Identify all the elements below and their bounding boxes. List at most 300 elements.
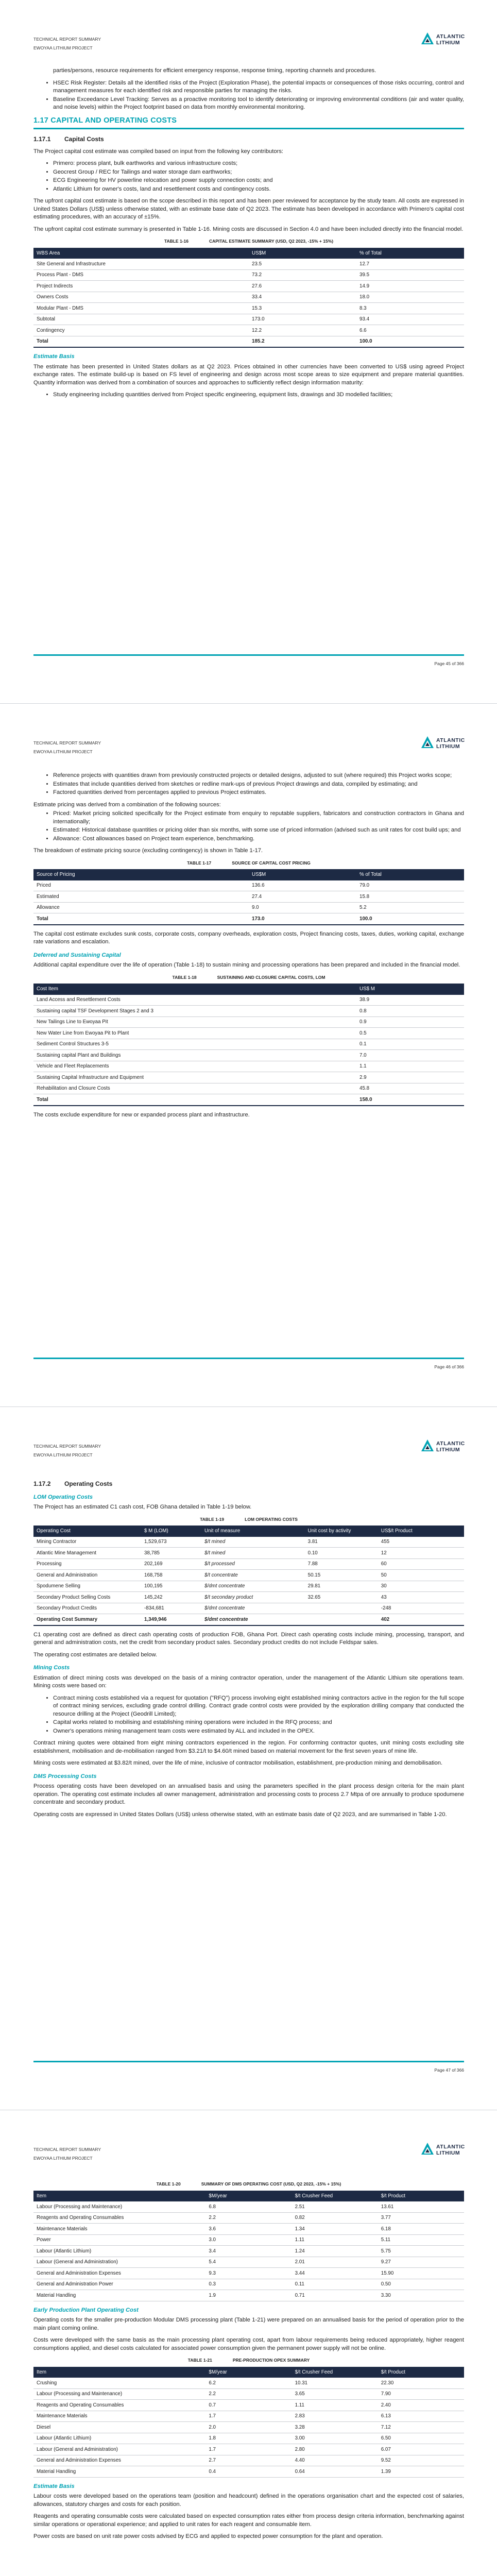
table-cell: 15.90 xyxy=(378,2268,464,2279)
table-row xyxy=(33,2444,464,2455)
list-item: • Owner's operations mining management team costs were estimated by ALL and included in the OPEX. xyxy=(53,1727,464,1736)
page-number: Page 45 of 366 xyxy=(434,661,464,666)
table-cell: 27.6 xyxy=(249,281,356,292)
table-cell: 50 xyxy=(378,1570,464,1581)
heading-lom-operating-costs: LOM Operating Costs xyxy=(33,1494,93,1500)
page-48 xyxy=(0,2110,497,2576)
table-cell: 38,785 xyxy=(141,1548,201,1559)
table-cell: 2.83 xyxy=(292,2411,378,2422)
page-header: TECHNICAL REPORT SUMMARY EWOYAA LITHIUM PROJECT xyxy=(33,740,101,754)
table-cell: Reagents and Operating Consumables xyxy=(33,2212,205,2224)
subsection-heading: 1.17.1 Capital Costs xyxy=(33,135,104,143)
table-cell: 3.65 xyxy=(292,2388,378,2400)
table-cell: 5.11 xyxy=(378,2234,464,2246)
table-total-row xyxy=(33,1094,464,1106)
table-row xyxy=(33,2201,464,2212)
hsec-bullets xyxy=(53,79,464,112)
table-cell: 402 xyxy=(378,1614,464,1625)
table-cell: 173.0 xyxy=(249,314,356,325)
table-cell: 27.4 xyxy=(249,891,356,903)
table-cell: 100.0 xyxy=(356,336,464,347)
heading-dms-processing-costs: DMS Processing Costs xyxy=(33,1773,97,1780)
table-row xyxy=(33,1050,464,1061)
table-cell: 158.0 xyxy=(356,1094,464,1106)
list-item: • Capital works related to mobilising and establishing mining operations were included in the RFQ process; and xyxy=(53,1719,464,1727)
table-cell: Allowance xyxy=(33,902,249,913)
table-cell: 13.61 xyxy=(378,2201,464,2212)
table-cell: 0.5 xyxy=(356,1028,464,1039)
page-body xyxy=(33,2177,464,2545)
list-item: • Factored quantities derived from percentages applied to previous Project estimates. xyxy=(53,789,464,797)
table-cell: 12 xyxy=(378,1548,464,1559)
paragraph: The operating cost estimates are detailed below. xyxy=(33,1651,158,1658)
table-row xyxy=(33,2378,464,2388)
table-cell: 0.7 xyxy=(205,2400,292,2411)
table-cell: 2.01 xyxy=(292,2257,378,2268)
table-row xyxy=(33,995,464,1006)
table-cell: 3.44 xyxy=(292,2268,378,2279)
table-cell: Sustaining Capital Infrastructure and Equipment xyxy=(33,1072,356,1083)
table-cell: 43 xyxy=(378,1592,464,1603)
heading-mining-costs: Mining Costs xyxy=(33,1665,70,1671)
table-row xyxy=(33,314,464,325)
logo-mark-icon xyxy=(421,736,434,749)
table-row xyxy=(33,2268,464,2279)
table-cell: Project Indirects xyxy=(33,281,249,292)
table-cell: Sustaining capital Plant and Buildings xyxy=(33,1050,356,1061)
table-row xyxy=(33,891,464,903)
table-cell: 1.7 xyxy=(205,2411,292,2422)
paragraph: The upfront capital cost estimate summary is presented in Table 1-16. Mining costs are discussed in Section 4.0 and have been included directly into the financial model. xyxy=(33,226,464,232)
table-row xyxy=(33,2422,464,2433)
table-cell: Labour (General and Administration) xyxy=(33,2257,205,2268)
table-cell: $/dmt concentrate xyxy=(201,1614,305,1625)
footer-divider xyxy=(33,2061,464,2062)
table-cell: 2.7 xyxy=(205,2455,292,2466)
table-cell: 3.28 xyxy=(292,2422,378,2433)
table-cell: 2.51 xyxy=(292,2201,378,2212)
table-cell: 14.9 xyxy=(356,281,464,292)
atlantic-lithium-logo: ATLANTIC LITHIUM xyxy=(421,1437,465,1458)
lom-operating-costs-table: Operating Cost $ M (LOM) Unit of measure Unit cost by activity US$/t Product Mining Contractor 1,529,673 $/t mined 3.81 455 Atlantic Mine Management 38,785 $/t mined 0.10 12 Processing 202,169 $/t processed 7.88 60 General and Administration 168,758 $/t concentrate 50.15 50 Spodumene Selling 100,195 $/dmt concentrate 29.81 30 Secondary Product Selling Costs 145,242 $/t secondary product 32.65 43 Secondary Product Credits -834,681 $/dmt concentrate -248 Operating Cost Summary 1,349,946 $/dmt concentrate 402 xyxy=(33,1526,464,1626)
page-body xyxy=(33,1474,464,1823)
table-cell: 0.3 xyxy=(205,2279,292,2290)
table-cell: 6.8 xyxy=(205,2201,292,2212)
table-cell: 168,758 xyxy=(141,1570,201,1581)
list-item: • Study engineering including quantities derived from Project specific engineering, equipment lists, drawings and 3D modelled facilities; xyxy=(53,391,464,399)
table-cell: Sediment Control Structures 3-5 xyxy=(33,1039,356,1050)
contributor-list xyxy=(53,160,464,193)
table-cell: 5.2 xyxy=(356,902,464,913)
page-header: TECHNICAL REPORT SUMMARY EWOYAA LITHIUM PROJECT xyxy=(33,37,101,50)
table-cell: 9.27 xyxy=(378,2257,464,2268)
section-heading: 1.17 CAPITAL AND OPERATING COSTS xyxy=(33,116,177,125)
table-cell: 1.9 xyxy=(205,2290,292,2301)
table-cell: 23.5 xyxy=(249,259,356,269)
table-cell: 3.77 xyxy=(378,2212,464,2224)
table-cell: 6.18 xyxy=(378,2224,464,2235)
table-cell: Total xyxy=(33,336,249,347)
table-cell: Mining Contractor xyxy=(33,1537,141,1548)
table-row xyxy=(33,325,464,336)
table-total-row xyxy=(33,336,464,347)
table-row xyxy=(33,2234,464,2246)
table-cell: 2.9 xyxy=(356,1072,464,1083)
atlantic-lithium-logo: ATLANTIC LITHIUM xyxy=(421,2140,465,2161)
table-row xyxy=(33,2400,464,2411)
mining-bullets xyxy=(53,1694,464,1736)
table-row xyxy=(33,1570,464,1581)
paragraph: Operating costs are expressed in United States Dollars (US$) unless otherwise stated, with an estimate basis date of Q2 2023, and are summarised in Table 1-20. xyxy=(33,1811,447,1818)
table-cell: Labour (Atlantic Lithium) xyxy=(33,2433,205,2444)
section-divider xyxy=(33,128,464,129)
table-total-row xyxy=(33,1614,464,1625)
list-item: • ECG Engineering for HV powerline relocation and power supply connection costs; and xyxy=(53,177,464,185)
list-item: • Allowance: Cost allowances based on Project team experience, benchmarking. xyxy=(53,835,464,843)
table-cell: 4.40 xyxy=(292,2455,378,2466)
table-row xyxy=(33,1548,464,1559)
heading-estimate-basis: Estimate Basis xyxy=(33,353,75,360)
table-cell: 173.0 xyxy=(249,913,356,925)
table-cell: 6.2 xyxy=(205,2378,292,2388)
table-cell: Total xyxy=(33,1094,356,1106)
page-header: TECHNICAL REPORT SUMMARY EWOYAA LITHIUM PROJECT xyxy=(33,1444,101,1458)
table-cell: 1.1 xyxy=(356,1061,464,1072)
table-cell: 12.7 xyxy=(356,259,464,269)
table-cell: 93.4 xyxy=(356,314,464,325)
table-cell: New Tailings Line to Ewoyaa Pit xyxy=(33,1016,356,1028)
table-cell: 0.64 xyxy=(292,2466,378,2478)
paragraph: The costs exclude expenditure for new or expanded process plant and infrastructure. xyxy=(33,1111,250,1118)
table-cell: $/dmt concentrate xyxy=(201,1603,305,1614)
table-row xyxy=(33,1072,464,1083)
table-cell: Priced xyxy=(33,880,249,891)
atlantic-lithium-logo: ATLANTIC LITHIUM xyxy=(421,30,465,50)
table-cell: Atlantic Mine Management xyxy=(33,1548,141,1559)
atlantic-lithium-logo: ATLANTIC LITHIUM xyxy=(421,734,465,754)
table-cell: 1.11 xyxy=(292,2400,378,2411)
table-cell: 1.34 xyxy=(292,2224,378,2235)
table-caption: TABLE 1-18 SUSTAINING AND CLOSURE CAPITAL COSTS, LOM xyxy=(172,974,325,980)
table-cell xyxy=(305,1614,378,1625)
table-cell: Labour (Processing and Maintenance) xyxy=(33,2201,205,2212)
paragraph: Contract mining quotes were obtained from eight mining contractors experienced in the region. For conforming contractor quotes, unit mining costs excluding site establishment, mobilisation and de-mobilisation ranged from $3.21/t to $4.60/t mined based on material movement for the first seven years of mine life. xyxy=(33,1740,464,1754)
table-row xyxy=(33,269,464,281)
table-cell: $/t secondary product xyxy=(201,1592,305,1603)
paragraph: The Project has an estimated C1 cash cost, FOB Ghana detailed in Table 1-19 below. xyxy=(33,1504,252,1510)
table-cell: 3.4 xyxy=(205,2246,292,2257)
table-cell: Subtotal xyxy=(33,314,249,325)
page-header: TECHNICAL REPORT SUMMARY EWOYAA LITHIUM PROJECT xyxy=(33,2147,101,2161)
paragraph: The upfront capital cost estimate is based on the scope described in this report and has been peer reviewed for acceptance by the study team. All costs are expressed in United States Dollars (US$) unless otherwise stated, with an estimate base date of Q2 2023. The estimate has been developed in accordance with Primero's capital cost estimating procedures, with an accuracy of ±15%. xyxy=(33,198,464,220)
table-cell: 7.88 xyxy=(305,1558,378,1570)
table-row xyxy=(33,2212,464,2224)
heading-early-production-plant: Early Production Plant Operating Cost xyxy=(33,2307,139,2313)
table-row xyxy=(33,2224,464,2235)
list-item: • Baseline Exceedance Level Tracking: Serves as a proactive monitoring tool to identify deteriorating or improving environmental conditions (air and water quality, and noise levels) within the Project footprint based on data from monthly environmental monitoring. xyxy=(53,96,464,112)
table-cell xyxy=(305,1603,378,1614)
table-cell: General and Administration Power xyxy=(33,2279,205,2290)
table-cell: Site General and Infrastructure xyxy=(33,259,249,269)
logo-mark-icon xyxy=(421,32,434,45)
table-cell: 9.0 xyxy=(249,902,356,913)
footer-divider xyxy=(33,654,464,656)
page-number: Page 46 of 366 xyxy=(434,1364,464,1369)
table-row xyxy=(33,2257,464,2268)
paragraph: The capital cost estimate excludes sunk costs, corporate costs, company overheads, exploration costs, Project financing costs, taxes, duties, working capital, exchange rate variations and escalation. xyxy=(33,930,464,945)
paragraph: Additional capital expenditure over the life of operation (Table 1-18) to sustain mining and processing operations has been prepared and included in the financial model. xyxy=(33,962,460,968)
table-cell: 5.4 xyxy=(205,2257,292,2268)
table-cell: General and Administration Expenses xyxy=(33,2268,205,2279)
table-cell: 73.2 xyxy=(249,269,356,281)
table-cell: 3.00 xyxy=(292,2433,378,2444)
table-cell: 136.6 xyxy=(249,880,356,891)
table-row xyxy=(33,2455,464,2466)
table-cell: 0.50 xyxy=(378,2279,464,2290)
table-cell: 0.82 xyxy=(292,2212,378,2224)
table-row xyxy=(33,2279,464,2290)
list-item: • Geocrest Group / REC for Tailings and water storage dam earthworks; xyxy=(53,168,464,177)
table-row xyxy=(33,2466,464,2478)
table-cell: 0.4 xyxy=(205,2466,292,2478)
table-cell: 2.80 xyxy=(292,2444,378,2455)
paragraph: The Project capital cost estimate was compiled based on input from the following key contributors: xyxy=(33,148,284,155)
paragraph: C1 operating cost are defined as direct cash operating costs of production FOB, Ghana Port. Direct cash operating costs include mining, processing, transport, and general and administration costs, net the credit from secondary product sales. Secondary product credits do not include Feldspar sales. xyxy=(33,1631,464,1646)
table-cell: Labour (Processing and Maintenance) xyxy=(33,2388,205,2400)
table-cell: Labour (General and Administration) xyxy=(33,2444,205,2455)
table-row xyxy=(33,1581,464,1592)
table-cell: 0.11 xyxy=(292,2279,378,2290)
table-cell: 7.90 xyxy=(378,2388,464,2400)
table-cell: Power xyxy=(33,2234,205,2246)
continued-text: parties/persons, resource requirements for efficient emergency response, response timing, reporting channels and procedures. xyxy=(53,67,376,74)
list-item: • Estimates that include quantities derived from sketches or redline mark-ups of previous Project drawings and data, compiled by estimating; and xyxy=(53,781,464,789)
table-cell: 30 xyxy=(378,1581,464,1592)
paragraph: Labour costs were developed based on the operations team (position and headcount) defined in the operations organisation chart and the expected cost of salaries, allowances, statutory charges and costs for each position. xyxy=(33,2493,464,2507)
table-row xyxy=(33,1006,464,1017)
table-cell: 100,195 xyxy=(141,1581,201,1592)
table-caption: TABLE 1-21 PRE-PRODUCTION OPEX SUMMARY xyxy=(187,2358,310,2363)
table-cell: 50.15 xyxy=(305,1570,378,1581)
table-cell: 145,242 xyxy=(141,1592,201,1603)
table-cell: 100.0 xyxy=(356,913,464,925)
table-cell: Material Handling xyxy=(33,2290,205,2301)
table-cell: $/dmt concentrate xyxy=(201,1581,305,1592)
logo-mark-icon xyxy=(421,1439,434,1452)
list-item: • Atlantic Lithium for owner's costs, land and resettlement costs and contingency costs. xyxy=(53,185,464,194)
table-cell: 60 xyxy=(378,1558,464,1570)
table-caption: TABLE 1-17 SOURCE OF CAPITAL COST PRICING xyxy=(187,860,311,866)
table-row xyxy=(33,2246,464,2257)
table-cell: 3.81 xyxy=(305,1537,378,1548)
table-cell: 3.0 xyxy=(205,2234,292,2246)
paragraph: Mining costs were estimated at $3.82/t mined, over the life of mine, inclusive of contractor mobilisation, establishment, pre-production mining and demobilisation. xyxy=(33,1760,443,1766)
table-cell: Spodumene Selling xyxy=(33,1581,141,1592)
table-cell: -834,681 xyxy=(141,1603,201,1614)
page-body xyxy=(33,67,464,403)
table-cell: 10.31 xyxy=(292,2378,378,2388)
table-cell: Modular Plant - DMS xyxy=(33,303,249,314)
table-cell: 38.9 xyxy=(356,995,464,1006)
table-cell: 3.6 xyxy=(205,2224,292,2235)
table-cell: 1,349,946 xyxy=(141,1614,201,1625)
table-cell: $/t mined xyxy=(201,1548,305,1559)
table-row xyxy=(33,1592,464,1603)
table-row xyxy=(33,880,464,891)
table-row xyxy=(33,303,464,314)
table-cell: Owners Costs xyxy=(33,292,249,303)
table-cell: -248 xyxy=(378,1603,464,1614)
table-row xyxy=(33,1558,464,1570)
table-cell: 1.24 xyxy=(292,2246,378,2257)
subsection-heading: 1.17.2 Operating Costs xyxy=(33,1480,113,1487)
quantity-bullets xyxy=(53,772,464,797)
table-cell: 202,169 xyxy=(141,1558,201,1570)
list-item: • Priced: Market pricing solicited specifically for the Project estimate from enquiry to reputable suppliers, fabricators and construction contractors in Ghana and internationally; xyxy=(53,810,464,826)
paragraph: Estimate pricing was derived from a combination of the following sources: xyxy=(33,801,221,808)
table-cell: 18.0 xyxy=(356,292,464,303)
table-cell: 45.8 xyxy=(356,1083,464,1094)
table-cell: 22.30 xyxy=(378,2378,464,2388)
table-cell: 6.07 xyxy=(378,2444,464,2455)
dms-operating-cost-table: Item $M/year $/t Crusher Feed $/t Product Labour (Processing and Maintenance) 6.8 2.51 13.61 Reagents and Operating Consumables 2.2 0.82 3.77 Maintenance Materials 3.6 1.34 6.18 Power 3.0 1.11 5.11 Labour (Atlantic Lithium) 3.4 1.24 5.75 Labour (General and Administration) 5.4 2.01 9.27 General and Administration Expenses 9.3 3.44 15.90 General and Administration Power 0.3 0.11 0.50 Material Handling 1.9 0.71 3.30 xyxy=(33,2191,464,2301)
table-cell: 1,529,673 xyxy=(141,1537,201,1548)
table-cell: 2.0 xyxy=(205,2422,292,2433)
table-cell: 0.71 xyxy=(292,2290,378,2301)
paragraph: Reagents and operating consumable costs were calculated based on expected consumption rates either from process design criteria information, benchmarking against similar operations or operational experience; and applied to unit rates for each reagent and consumable item. xyxy=(33,2513,464,2528)
table-caption: TABLE 1-19 LOM OPERATING COSTS xyxy=(200,1516,298,1522)
table-total-row xyxy=(33,913,464,925)
table-cell: 2.2 xyxy=(205,2388,292,2400)
table-cell: 6.6 xyxy=(356,325,464,336)
table-cell: 0.10 xyxy=(305,1548,378,1559)
table-row xyxy=(33,2290,464,2301)
table-cell: $/t processed xyxy=(201,1558,305,1570)
list-item: • Contract mining costs established via a request for quotation ("RFQ") process involving eight established mining contractors active in the region for the full scope of contract mining services, excluding grade control drilling. Contract grade control costs were provided by the exploration drilling company that conducted the resource drilling at the Project (Geodrill Limited); xyxy=(53,1694,464,1719)
basis-bullets xyxy=(53,391,464,399)
paragraph: Process operating costs have been developed on an annualised basis and using the parameters specified in the plant process design criteria for the main plant operation. The operating cost estimate includes all owner management, administration and processing costs to process 2.7 Mtpa of ore annually to produce spodumene concentrate and secondary product. xyxy=(33,1783,464,1805)
table-row xyxy=(33,292,464,303)
table-caption: TABLE 1-20 SUMMARY OF DMS OPERATING COST (USD, Q2 2023, -15% + 15%) xyxy=(156,2181,341,2187)
table-row xyxy=(33,281,464,292)
paragraph: Power costs are based on unit rate power costs advised by ECG and applied to expected power consumption for the plant and operation. xyxy=(33,2533,383,2539)
heading-deferred-capital: Deferred and Sustaining Capital xyxy=(33,952,121,958)
table-row xyxy=(33,1603,464,1614)
pricing-bullets xyxy=(53,810,464,843)
table-cell: 1.7 xyxy=(205,2444,292,2455)
table-cell: 39.5 xyxy=(356,269,464,281)
table-cell: 0.1 xyxy=(356,1039,464,1050)
table-cell: Secondary Product Credits xyxy=(33,1603,141,1614)
table-row xyxy=(33,2388,464,2400)
table-row xyxy=(33,1039,464,1050)
table-row xyxy=(33,1016,464,1028)
table-row xyxy=(33,1083,464,1094)
table-caption: TABLE 1-16 CAPITAL ESTIMATE SUMMARY (USD, Q2 2023, -15% + 15%) xyxy=(164,239,334,244)
table-row xyxy=(33,1537,464,1548)
table-cell: 79.0 xyxy=(356,880,464,891)
table-cell: Diesel xyxy=(33,2422,205,2433)
paragraph: Operating costs for the smaller pre-production Modular DMS processing plant (Table 1-21) were prepared on an annualised basis for the period of operation prior to the main plant coming online. xyxy=(33,2317,464,2331)
table-cell: $/t mined xyxy=(201,1537,305,1548)
table-cell: 33.4 xyxy=(249,292,356,303)
table-cell: 9.3 xyxy=(205,2268,292,2279)
heading-estimate-basis: Estimate Basis xyxy=(33,2483,75,2489)
page-46 xyxy=(0,703,497,1406)
page-number: Page 47 of 366 xyxy=(434,2067,464,2073)
paragraph: Estimation of direct mining costs was developed on the basis of a mining contractor operation, under the management of the Atlantic Lithium site operations team. Mining costs were based on: xyxy=(33,1674,464,1689)
table-cell: 2.2 xyxy=(205,2212,292,2224)
table-cell: Processing xyxy=(33,1558,141,1570)
table-cell: 1.11 xyxy=(292,2234,378,2246)
table-cell: 0.8 xyxy=(356,1006,464,1017)
paragraph: The breakdown of estimate pricing source (excluding contingency) is shown in Table 1-17. xyxy=(33,848,263,854)
table-cell: Material Handling xyxy=(33,2466,205,2478)
table-cell: Crushing xyxy=(33,2378,205,2388)
table-row xyxy=(33,259,464,269)
table-cell: Estimated xyxy=(33,891,249,903)
list-item: • Primero: process plant, bulk earthworks and various infrastructure costs; xyxy=(53,160,464,168)
table-cell: Vehicle and Fleet Replacements xyxy=(33,1061,356,1072)
pre-production-opex-table: Item $M/year $/t Crusher Feed $/t Product Crushing 6.2 10.31 22.30 Labour (Processing and Maintenance) 2.2 3.65 7.90 Reagents and Operating Consumables 0.7 1.11 2.40 Maintenance Materials 1.7 2.83 6.13 Diesel 2.0 3.28 7.12 Labour (Atlantic Lithium) 1.8 3.00 6.50 Labour (General and Administration) 1.7 2.80 6.07 General and Administration Expenses 2.7 4.40 9.52 Material Handling 0.4 0.64 1.39 xyxy=(33,2367,464,2478)
list-item: • Estimated: Historical database quantities or pricing older than six months, with some use of priced information (advised such as unit rates for cost build ups; and xyxy=(53,826,464,835)
table-cell: 185.2 xyxy=(249,336,356,347)
table-cell: 6.50 xyxy=(378,2433,464,2444)
logo-mark-icon xyxy=(421,2142,434,2156)
list-item: • HSEC Risk Register: Details all the identified risks of the Project (Exploration Phase), the potential impacts or consequences of those risks occurring, control and management measures for each identified risk and responsible parties for managing the risks. xyxy=(53,79,464,95)
table-cell: $/t concentrate xyxy=(201,1570,305,1581)
table-cell: 455 xyxy=(378,1537,464,1548)
page-45 xyxy=(0,0,497,703)
table-cell: 15.3 xyxy=(249,303,356,314)
pricing-source-table: Source of Pricing US$M % of Total Priced 136.6 79.0 Estimated 27.4 15.8 Allowance 9.0 5.2 Total 173.0 100.0 xyxy=(33,869,464,925)
table-cell: Operating Cost Summary xyxy=(33,1614,141,1625)
table-cell: Labour (Atlantic Lithium) xyxy=(33,2246,205,2257)
table-cell: Secondary Product Selling Costs xyxy=(33,1592,141,1603)
table-cell: 12.2 xyxy=(249,325,356,336)
capital-estimate-table: WBS Area US$M % of Total Site General and Infrastructure 23.5 12.7 Process Plant - DMS 73.2 39.5 Project Indirects 27.6 14.9 Owners Costs 33.4 18.0 Modular Plant - DMS 15.3 8.3 Subtotal 173.0 93.4 Contingency 12.2 6.6 Total 185.2 100.0 xyxy=(33,248,464,348)
sustaining-capital-table: Cost Item US$ M Land Access and Resettlement Costs 38.9 Sustaining capital TSF Development Stages 2 and 3 0.8 New Tailings Line to Ewoyaa Pit 0.9 New Water Line from Ewoyaa Pit to Plant 0.5 Sediment Control Structures 3-5 0.1 Sustaining capital Plant and Buildings 7.0 Vehicle and Fleet Replacements 1.1 Sustaining Capital Infrastructure and Equipment 2.9 Rehabilitation and Closure Costs 45.8 Total 158.0 xyxy=(33,984,464,1106)
table-cell: Reagents and Operating Consumables xyxy=(33,2400,205,2411)
table-cell: 32.65 xyxy=(305,1592,378,1603)
table-cell: 9.52 xyxy=(378,2455,464,2466)
table-row xyxy=(33,2411,464,2422)
table-cell: Process Plant - DMS xyxy=(33,269,249,281)
page-47 xyxy=(0,1406,497,2110)
paragraph: Costs were developed with the same basis as the main processing plant operating cost, apart from labour requirements being reduced appropriately, higher reagent consumptions applied, and diesel costs calculated for associated power consumption given the permanent power supply will not be online. xyxy=(33,2337,464,2351)
table-row xyxy=(33,902,464,913)
footer-divider xyxy=(33,1358,464,1359)
table-cell: 1.39 xyxy=(378,2466,464,2478)
table-cell: New Water Line from Ewoyaa Pit to Plant xyxy=(33,1028,356,1039)
table-row xyxy=(33,1028,464,1039)
table-cell: 8.3 xyxy=(356,303,464,314)
table-cell: 6.13 xyxy=(378,2411,464,2422)
table-cell: 3.30 xyxy=(378,2290,464,2301)
table-cell: 15.8 xyxy=(356,891,464,903)
table-cell: 5.75 xyxy=(378,2246,464,2257)
table-cell: 7.12 xyxy=(378,2422,464,2433)
table-cell: Rehabilitation and Closure Costs xyxy=(33,1083,356,1094)
table-cell: 1.8 xyxy=(205,2433,292,2444)
table-cell: Sustaining capital TSF Development Stages 2 and 3 xyxy=(33,1006,356,1017)
table-cell: General and Administration xyxy=(33,1570,141,1581)
page-body xyxy=(33,771,464,1123)
table-row xyxy=(33,2433,464,2444)
table-cell: 0.9 xyxy=(356,1016,464,1028)
table-cell: Maintenance Materials xyxy=(33,2411,205,2422)
table-cell: Maintenance Materials xyxy=(33,2224,205,2235)
